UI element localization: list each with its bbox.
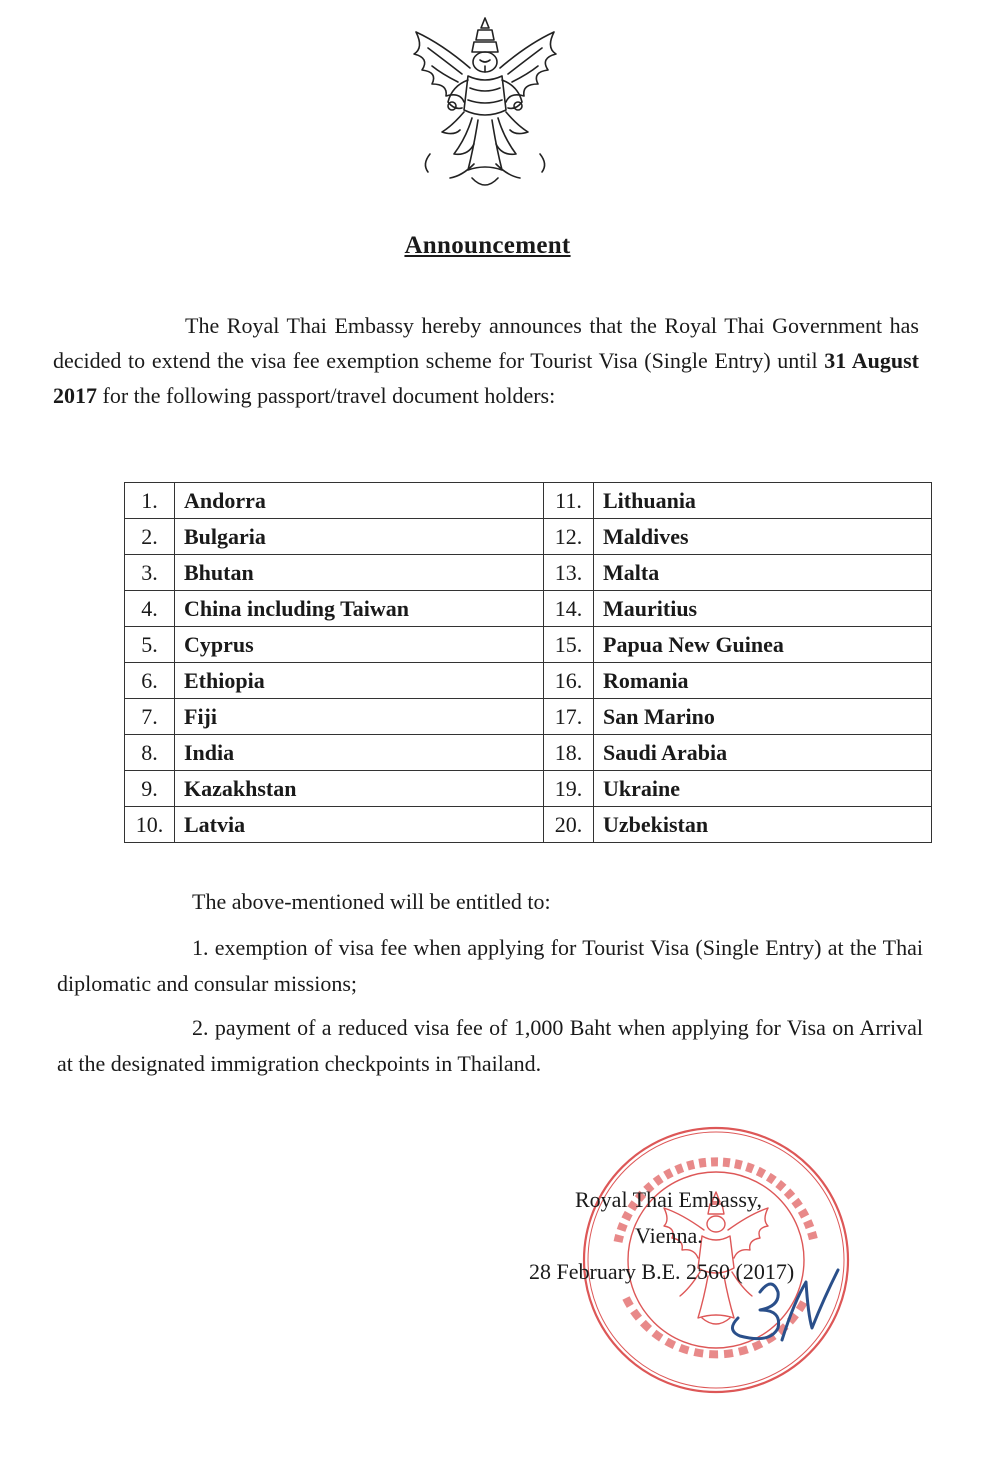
country-number: 13. [544,555,594,591]
entitled-intro: The above-mentioned will be entitled to: [192,889,551,914]
signature-date: 28 February B.E. 2560 (2017) [529,1259,795,1284]
country-name: Saudi Arabia [594,735,932,771]
table-row [125,627,932,663]
country-name: Bhutan [175,555,544,591]
country-number: 20. [544,807,594,843]
country-name: Maldives [594,519,932,555]
country-number: 1. [125,483,175,519]
country-number: 10. [125,807,175,843]
intro-text-before: The Royal Thai Embassy hereby announces that the Royal Thai Government has decided to extend the visa fee exemption scheme for Tourist Visa (Single Entry) until [53,313,919,373]
country-name: Bulgaria [175,519,544,555]
country-name: Malta [594,555,932,591]
table-row [125,807,932,843]
country-name: Fiji [175,699,544,735]
signature-mark-icon [720,1262,850,1352]
country-number: 8. [125,735,175,771]
table-row [125,699,932,735]
country-number: 11. [544,483,594,519]
country-number: 17. [544,699,594,735]
country-name: China including Taiwan [175,591,544,627]
country-name: Kazakhstan [175,771,544,807]
country-name: Romania [594,663,932,699]
table-row [125,591,932,627]
country-name: India [175,735,544,771]
table-row [125,483,932,519]
garuda-emblem-icon [402,14,568,196]
table-row [125,663,932,699]
entitlement-item: 2. payment of a reduced visa fee of 1,000 Baht when applying for Visa on Arrival at the designated immigration checkpoints in Thailand. [57,1015,923,1076]
country-number: 14. [544,591,594,627]
table-row [125,771,932,807]
announcement-title: Announcement [404,232,571,259]
country-number: 12. [544,519,594,555]
country-number: 18. [544,735,594,771]
country-name: Cyprus [175,627,544,663]
country-number: 2. [125,519,175,555]
signature-city: Vienna. [635,1223,703,1248]
country-number: 7. [125,699,175,735]
country-name: Papua New Guinea [594,627,932,663]
country-number: 6. [125,663,175,699]
countries-table [124,482,932,843]
table-row [125,555,932,591]
country-name: Andorra [175,483,544,519]
country-number: 15. [544,627,594,663]
intro-deadline-date: 31 August 2017 [53,348,919,408]
country-name: Mauritius [594,591,932,627]
table-row [125,735,932,771]
country-name: Ukraine [594,771,932,807]
intro-paragraph [53,308,919,413]
country-number: 16. [544,663,594,699]
country-name: Uzbekistan [594,807,932,843]
country-name: Ethiopia [175,663,544,699]
country-number: 9. [125,771,175,807]
country-name: San Marino [594,699,932,735]
country-name: Latvia [175,807,544,843]
country-number: 3. [125,555,175,591]
country-number: 19. [544,771,594,807]
entitlement-item: 1. exemption of visa fee when applying for Tourist Visa (Single Entry) at the Thai diplomatic and consular missions; [57,935,923,996]
signature-embassy-name: Royal Thai Embassy, [575,1187,762,1212]
country-number: 4. [125,591,175,627]
country-number: 5. [125,627,175,663]
intro-text-after: for the following passport/travel document holders: [97,383,556,408]
table-row [125,519,932,555]
country-name: Lithuania [594,483,932,519]
